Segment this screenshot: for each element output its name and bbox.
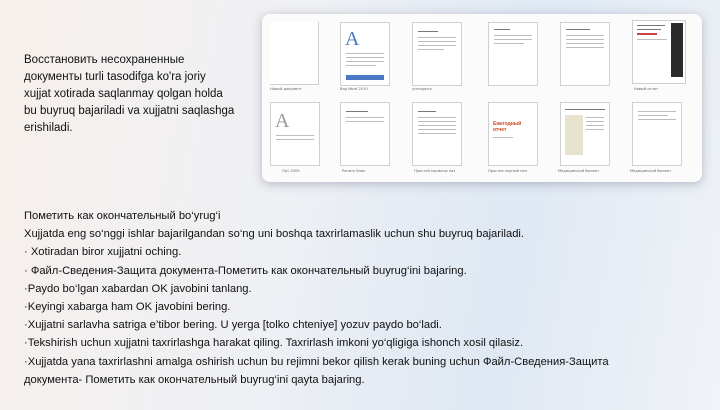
template-simple: [412, 102, 462, 166]
template-caption: Новый документ: [270, 87, 302, 91]
template-doc: [412, 22, 462, 86]
templates-gallery-screenshot: [262, 14, 702, 182]
section-title: Пометить как окончательный bo‘yrug‘i: [24, 210, 221, 222]
template-blank-2: [270, 102, 320, 166]
step-item: · Xotiradan biror xujjatni oching.: [24, 246, 182, 259]
intro-line: документы turli tasodifga ko'ra joriy: [24, 71, 206, 83]
intro-line: xujjat xotirada saqlanmay qolgan holda: [24, 88, 223, 100]
intro-line: Восстановить несохраненные: [24, 54, 185, 66]
template-caption: усмторить: [412, 87, 432, 91]
letter-a-icon: A: [275, 110, 290, 132]
template-medical: [560, 102, 610, 166]
template-caption: Простой корманы лаз: [414, 169, 456, 173]
template-caption: Ранить блок: [342, 169, 366, 173]
step-item: ·Xujjatni sarlavha satriga e’tibor bering. U yerga [tolko chteniye] yozuv paydo bo‘ladi.: [24, 319, 442, 332]
template-caption: Новый отчет: [634, 87, 659, 91]
body-line: Xujjatda eng so‘nggi ishlar bajarilgandan so‘ng uni boshqa taxrirlamaslik uchun shu buyruq bajariladi.: [24, 228, 525, 241]
template-letter: [488, 22, 538, 86]
intro-line: bu buyruq bajariladi va xujjatni saqlashga: [24, 105, 235, 117]
template-caption: Ла1 2009: [282, 169, 300, 173]
instructions-text: [24, 207, 704, 389]
template-resume: [560, 22, 610, 86]
template-caption: Bag Word 2010: [340, 87, 368, 91]
intro-paragraph: [24, 52, 264, 137]
template-blog: [340, 22, 390, 86]
step-item: ·Xujjatda yana taxrirlashni amalga oshirish uchun bu rejimni bekor qilish kerak buning uchun Файл-Сведения-Защита: [24, 355, 609, 368]
template-block: [340, 102, 390, 166]
step-item: ·Tekshirish uchun xujjatni taxrirlashga harakat qiling. Taxrirlash imkoni yo‘qligiga ishonch xosil qilasiz.: [24, 337, 524, 350]
template-medical-2: [632, 102, 682, 166]
report-title: Ежегодный отчет: [493, 121, 522, 133]
step-item: ·Keyingi xabarga ham OK javobini bering.: [24, 301, 231, 314]
template-newsletter: [632, 20, 686, 84]
template-annual-report: [488, 102, 538, 166]
body-line: документа- Пометить как окончательный buyrug‘ini qayta bajaring.: [24, 373, 365, 386]
intro-line: erishiladi.: [24, 122, 73, 134]
step-item: ·Paydo bo‘lgan xabardan OK javobini tanlang.: [24, 282, 252, 295]
letter-a-icon: A: [345, 28, 360, 50]
template-caption: Простое хорный пан: [488, 169, 527, 173]
step-item: · Файл-Сведения-Защита документа-Пометить как окончательный buyrug‘ini bajaring.: [24, 264, 467, 277]
template-blank: [270, 22, 319, 85]
template-caption: Медицинский бюллет: [558, 169, 600, 173]
template-caption: Медицинский бюллет: [630, 169, 672, 173]
